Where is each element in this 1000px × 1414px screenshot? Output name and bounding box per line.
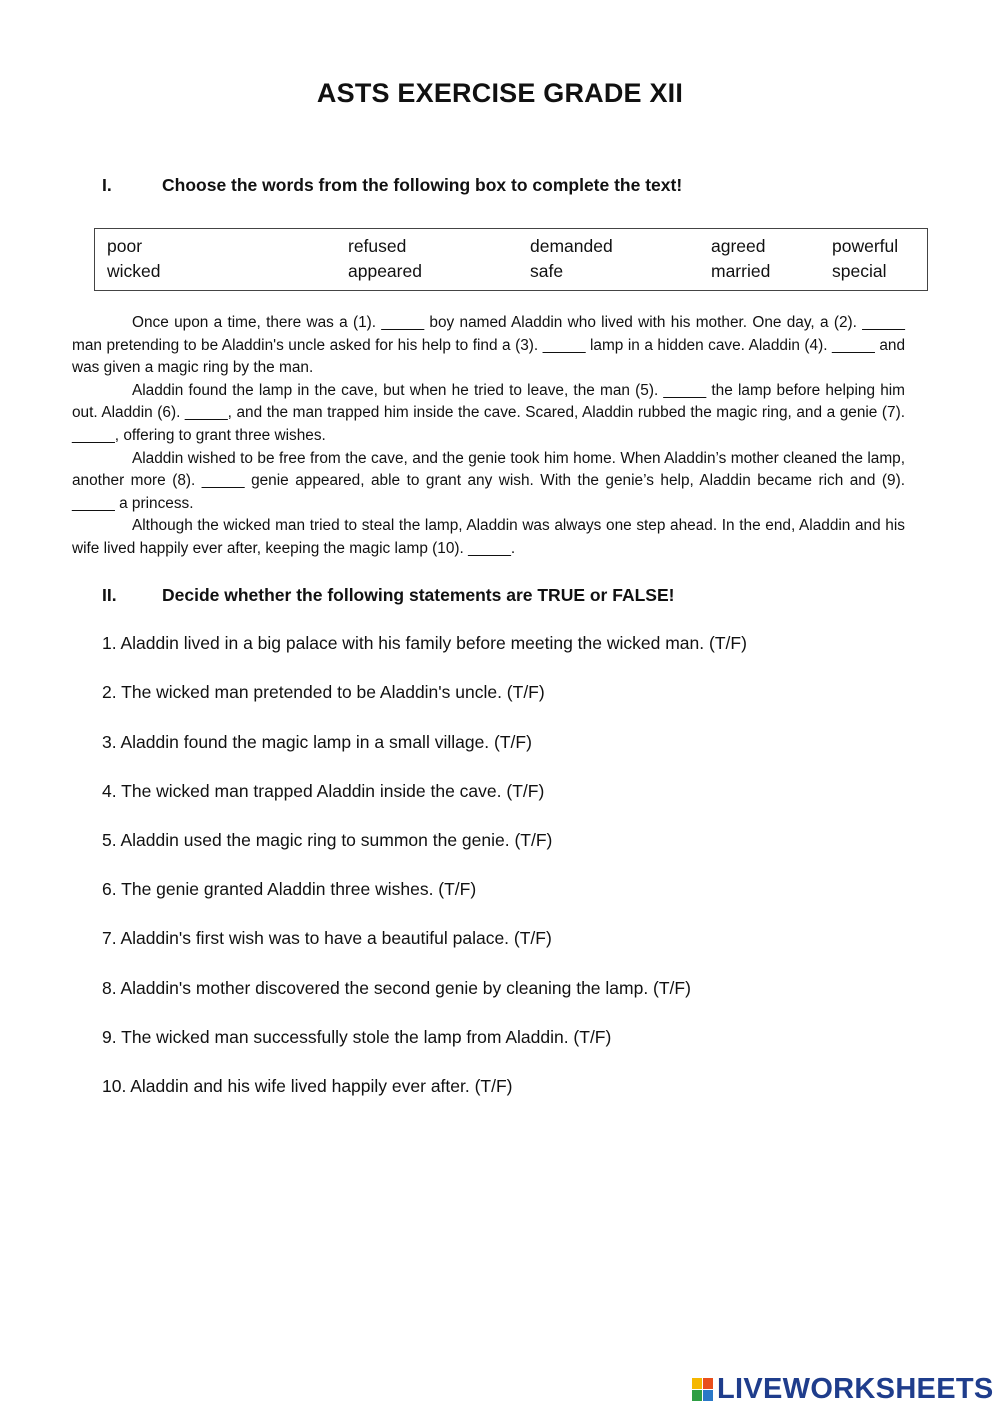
section-1-instruction: Choose the words from the following box to complete the text! <box>162 175 683 195</box>
statement-item: 9. The wicked man successfully stole the lamp from Aladdin. (T/F) <box>102 1027 612 1047</box>
logo-tile <box>703 1378 713 1389</box>
logo-tile <box>703 1390 713 1401</box>
section-1-number: I. <box>102 175 112 195</box>
statement-item: 5. Aladdin used the magic ring to summon the genie. (T/F) <box>102 830 553 850</box>
story-paragraph: Aladdin wished to be free from the cave, and the genie took him home. When Aladdin’s mother cleaned the lamp, another more (8). _____ genie appeared, able to grant any wish. With the genie’s help, Aladdin became rich and (9). _____ a princess. <box>72 449 905 512</box>
statement-item: 10. Aladdin and his wife lived happily ever after. (T/F) <box>102 1076 513 1096</box>
page-title: ASTS EXERCISE GRADE XII <box>316 78 684 108</box>
statement-item: 4. The wicked man trapped Aladdin inside the cave. (T/F) <box>102 781 545 801</box>
section-2-instruction: Decide whether the following statements are TRUE or FALSE! <box>162 585 675 605</box>
statement-item: 8. Aladdin's mother discovered the second genie by cleaning the lamp. (T/F) <box>102 978 691 998</box>
word-box-item: safe <box>530 261 564 281</box>
statement-item: 6. The genie granted Aladdin three wishes. (T/F) <box>102 879 477 899</box>
story-paragraph: Aladdin found the lamp in the cave, but when he tried to leave, the man (5). _____ the lamp before helping him out. Aladdin (6). _____, and the man trapped him inside the cave. Scared, Aladdin rubbed the magic ring, and a genie (7). _____, offering to grant three wishes. <box>72 381 905 444</box>
word-box-item: poor <box>107 236 143 256</box>
logo-text: LIVEWORKSHEETS <box>717 1372 994 1405</box>
section-2-heading <box>102 585 674 606</box>
logo-tile <box>692 1378 702 1389</box>
word-box-item: special <box>832 261 887 281</box>
statement-item: 1. Aladdin lived in a big palace with his family before meeting the wicked man. (T/F) <box>102 633 747 653</box>
statement-item: 7. Aladdin's first wish was to have a beautiful palace. (T/F) <box>102 928 552 948</box>
story-paragraph: Once upon a time, there was a (1). _____ boy named Aladdin who lived with his mother. One day, a (2). _____ man pretending to be Aladdin's uncle asked for his help to find a (3). _____ lamp in a hidden cave. Aladdin (4). _____ and was given a magic ring by the man. <box>72 314 905 377</box>
word-box-item: refused <box>348 236 407 256</box>
word-box-item: wicked <box>107 261 161 281</box>
word-box-item: agreed <box>711 236 766 256</box>
logo-tile <box>692 1390 702 1401</box>
section-2-number: II. <box>102 585 117 605</box>
statement-item: 3. Aladdin found the magic lamp in a small village. (T/F) <box>102 732 532 752</box>
liveworksheets-logo <box>692 1372 994 1406</box>
word-box-item: appeared <box>348 261 422 281</box>
statement-item: 2. The wicked man pretended to be Aladdin's uncle. (T/F) <box>102 682 545 702</box>
word-box <box>94 228 928 291</box>
word-box-item: powerful <box>832 236 899 256</box>
story-paragraph: Although the wicked man tried to steal the lamp, Aladdin was always one step ahead. In the end, Aladdin and his wife lived happily ever after, keeping the magic lamp (10). _____. <box>72 517 905 557</box>
section-1-heading <box>102 175 682 196</box>
word-box-item: demanded <box>530 236 613 256</box>
word-box-item: married <box>711 261 771 281</box>
story-passage <box>72 312 905 561</box>
liveworksheets-logo-icon <box>692 1378 713 1401</box>
